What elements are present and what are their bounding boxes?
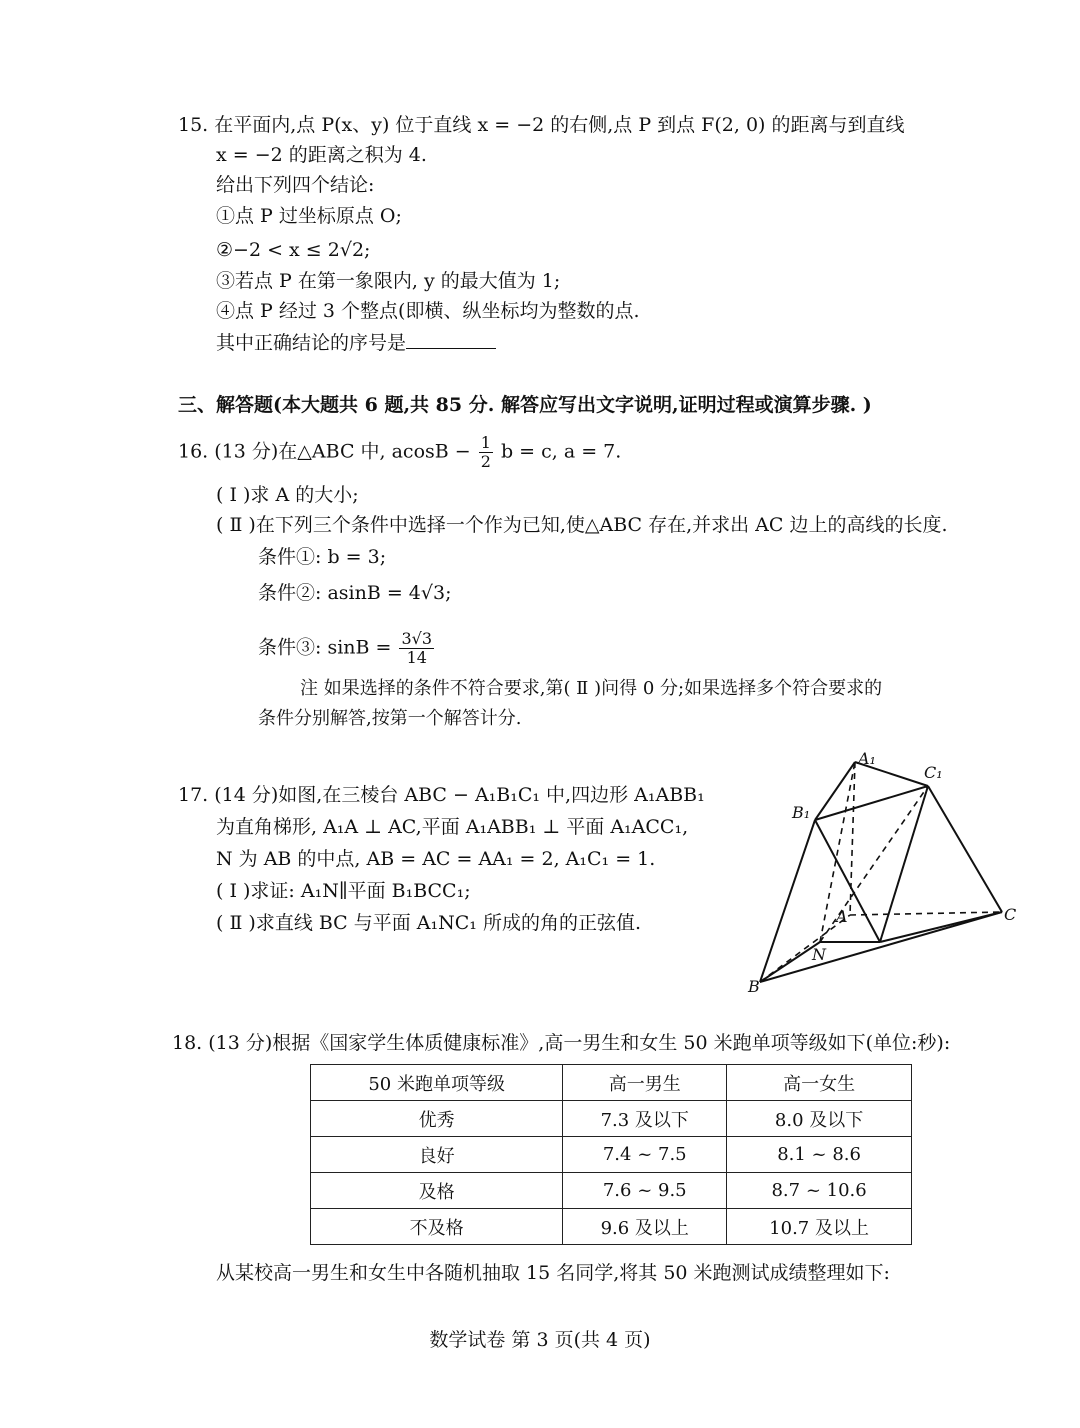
q18-tail: 从某校高一男生和女生中各随机抽取 15 名同学,将其 50 米跑测试成绩整理如下: [216, 1262, 890, 1284]
table-row [311, 1173, 912, 1209]
edge-mid-c1 [880, 786, 928, 942]
q17-line3: N 为 AB 的中点, AB = AC = AA₁ = 2, A₁C₁ = 1. [216, 848, 656, 870]
table-row [311, 1101, 912, 1137]
table-cell: 优秀 [311, 1101, 563, 1137]
table-cell: 8.7 ~ 10.6 [727, 1173, 912, 1209]
q15-ask-text: 其中正确结论的序号是 [216, 332, 407, 354]
table-cell: 良好 [311, 1137, 563, 1173]
table-cell: 7.4 ~ 7.5 [563, 1137, 727, 1173]
q17-part-1: ( Ⅰ )求证: A₁N∥平面 B₁BCC₁; [216, 880, 471, 902]
table-cell: 不及格 [311, 1209, 563, 1245]
table-cell: 9.6 及以上 [563, 1209, 727, 1245]
q16-frac-den: 2 [480, 452, 491, 471]
q15-option-4: ④点 P 经过 3 个整点(即横、纵坐标均为整数的点. [216, 300, 640, 322]
edge-b1a1 [815, 762, 855, 820]
q17-line2: 为直角梯形, A₁A ⊥ AC,平面 A₁ABB₁ ⊥ 平面 A₁ACC₁, [216, 816, 689, 838]
label-N: N [812, 945, 826, 964]
q16-head-pre: 16. (13 分)在△ABC 中, acosB − [178, 440, 471, 463]
q16-condition-3 [258, 630, 436, 667]
q16-cond3-den: 14 [406, 648, 427, 667]
q15-line1: 15. 在平面内,点 P(x、y) 位于直线 x = −2 的右侧,点 P 到点 F(2, 0) 的距离与到直线 [178, 114, 905, 136]
edge-mid-c [880, 912, 1002, 942]
q16-head-post: b = c, a = 7. [500, 440, 622, 463]
table-cell: 8.0 及以下 [727, 1101, 912, 1137]
edge-b1b [760, 820, 815, 982]
edge-b1c1 [815, 786, 928, 820]
table-cell: 及格 [311, 1173, 563, 1209]
q16-cond3-num: 3√3 [401, 629, 433, 648]
page-footer: 数学试卷 第 3 页(共 4 页) [429, 1329, 651, 1351]
q16-cond3-fraction [399, 630, 434, 667]
q16-frac-num: 1 [480, 433, 491, 452]
grade-table-header [311, 1065, 912, 1101]
q15-option-1: ①点 P 过坐标原点 O; [216, 205, 402, 227]
table-cell: 7.3 及以下 [563, 1101, 727, 1137]
table-cell: 8.1 ~ 8.6 [727, 1137, 912, 1173]
q16-note-line2: 条件分别解答,按第一个解答计分. [258, 708, 522, 729]
q15-option-3: ③若点 P 在第一象限内, y 的最大值为 1; [216, 270, 561, 292]
table-row [311, 1209, 912, 1245]
q17-line1: 17. (14 分)如图,在三棱台 ABC − A₁B₁C₁ 中,四边形 A₁ABB₁ [178, 784, 705, 806]
edge-bc [760, 912, 1002, 982]
frustum-figure [740, 750, 1020, 1000]
grade-table [310, 1064, 912, 1245]
q16-part-1: ( Ⅰ )求 A 的大小; [216, 484, 359, 506]
table-cell: 7.6 ~ 9.5 [563, 1173, 727, 1209]
label-B1: B₁ [792, 803, 811, 822]
q15-option-2: ②−2 < x ≤ 2√2; [216, 239, 371, 261]
label-A: A [836, 907, 848, 926]
q15-line2: x = −2 的距离之积为 4. [216, 144, 427, 166]
header-cell: 高一男生 [563, 1065, 727, 1101]
q17-part-2: ( Ⅱ )求直线 BC 与平面 A₁NC₁ 所成的角的正弦值. [216, 912, 641, 934]
q16-fraction [479, 434, 493, 471]
answer-blank [406, 330, 496, 349]
q15-intro: 给出下列四个结论: [216, 174, 375, 196]
edge-c1c [928, 786, 1002, 912]
q16-cond3-pre: 条件③: sinB = [258, 636, 392, 659]
label-B: B [748, 977, 760, 996]
header-cell: 50 米跑单项等级 [311, 1065, 563, 1101]
header-cell: 高一女生 [727, 1065, 912, 1101]
q16-part-2: ( Ⅱ )在下列三个条件中选择一个作为已知,使△ABC 存在,并求出 AC 边上的高线的长度. [216, 514, 948, 536]
q16-note-line1: 注 如果选择的条件不符合要求,第( Ⅱ )问得 0 分;如果选择多个符合要求的 [300, 678, 883, 699]
table-row [311, 1137, 912, 1173]
label-A1: A₁ [858, 750, 876, 768]
label-C1: C₁ [924, 763, 943, 782]
edge-bn [760, 942, 820, 982]
label-C: C [1004, 905, 1017, 924]
q16-condition-1: 条件①: b = 3; [258, 546, 387, 568]
table-cell: 10.7 及以上 [727, 1209, 912, 1245]
edge-ac-hidden [850, 912, 1002, 915]
q16-head [178, 434, 621, 471]
q16-condition-2: 条件②: asinB = 4√3; [258, 582, 452, 604]
q18-head: 18. (13 分)根据《国家学生体质健康标准》,高一男生和女生 50 米跑单项等级如下(单位:秒): [172, 1032, 951, 1054]
q15-ask [216, 330, 496, 356]
section-3-heading: 三、解答题(本大题共 6 题,共 85 分. 解答应写出文字说明,证明过程或演算步骤. ) [178, 394, 872, 416]
